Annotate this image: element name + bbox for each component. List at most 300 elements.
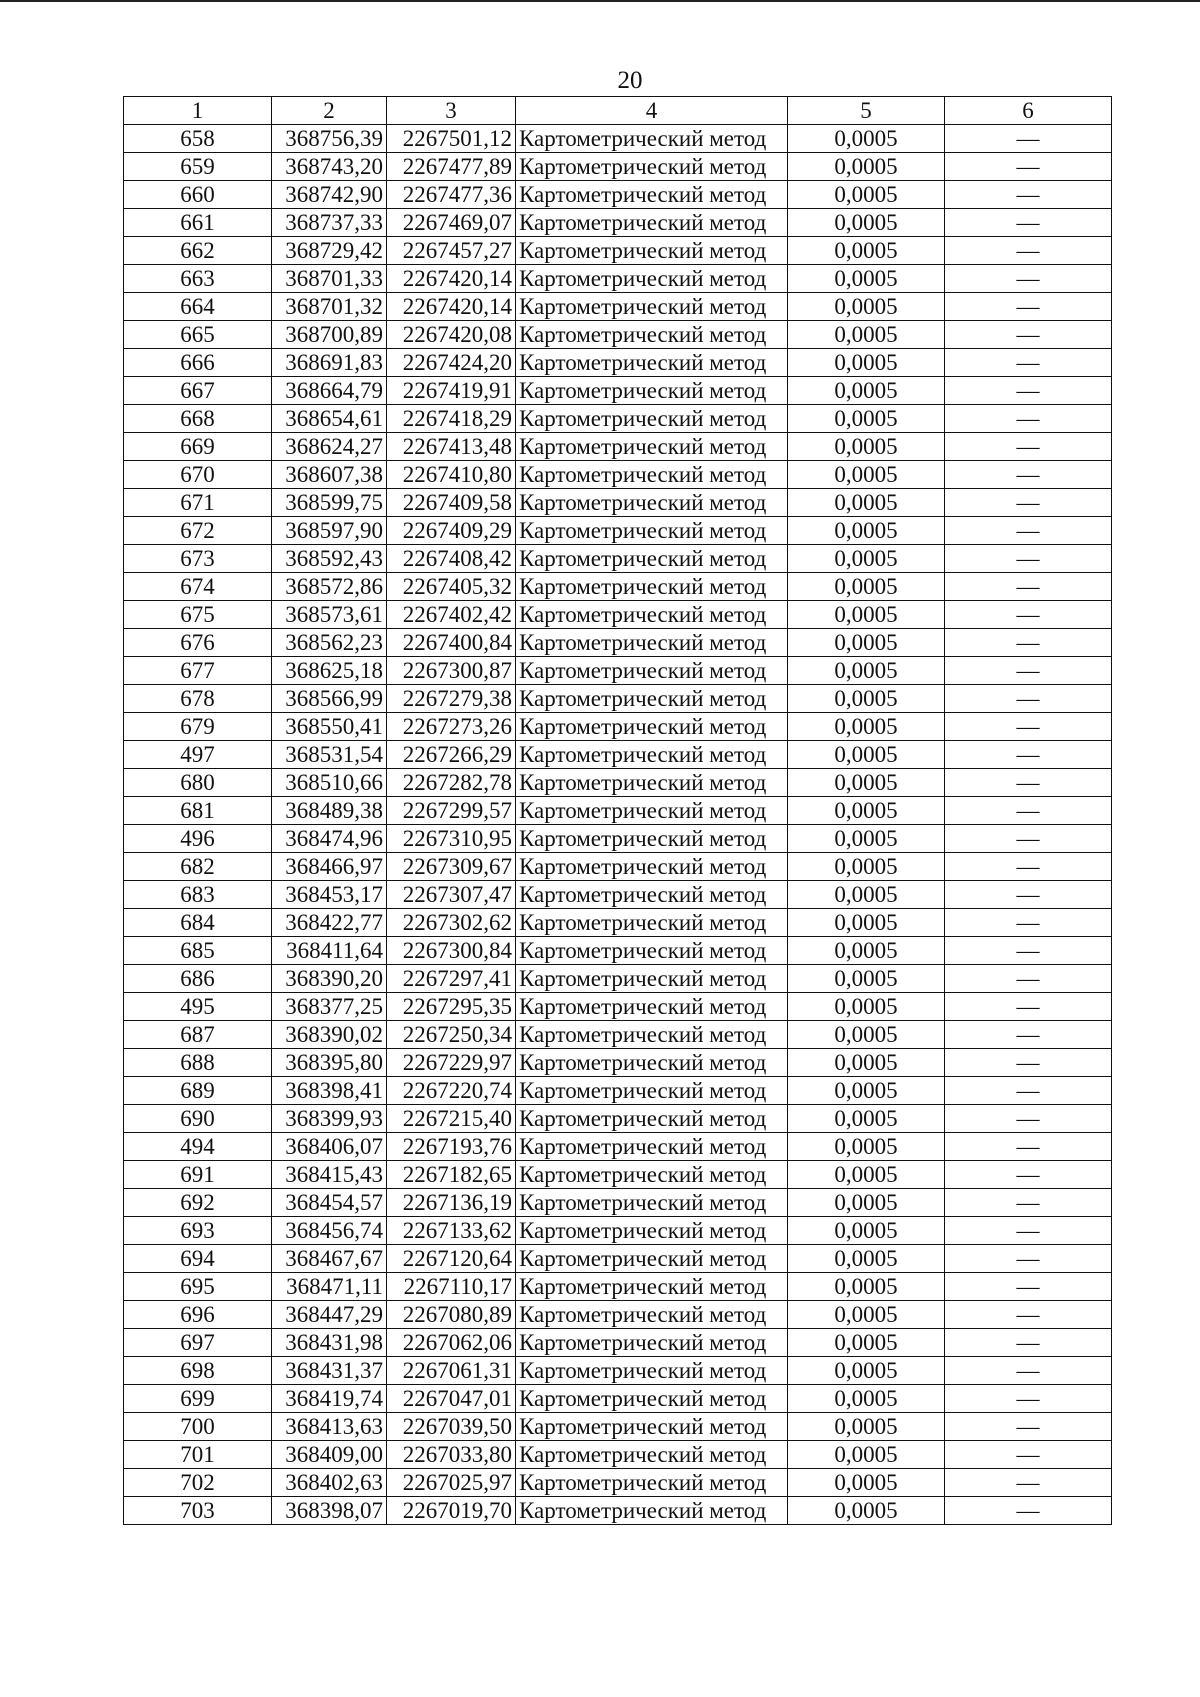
point-number-cell: 665 (124, 321, 272, 349)
accuracy-cell: 0,0005 (788, 797, 945, 825)
note-cell: — (945, 825, 1112, 853)
method-cell: Картометрический метод (516, 265, 788, 293)
method-cell: Картометрический метод (516, 1413, 788, 1441)
method-cell: Картометрический метод (516, 1273, 788, 1301)
note-cell: — (945, 1021, 1112, 1049)
y-coordinate-cell: 2267424,20 (387, 349, 516, 377)
accuracy-cell: 0,0005 (788, 461, 945, 489)
table-row (124, 881, 1112, 909)
x-coordinate-cell: 368390,20 (272, 965, 387, 993)
accuracy-cell: 0,0005 (788, 1133, 945, 1161)
table-body (124, 125, 1112, 1525)
x-coordinate-cell: 368454,57 (272, 1189, 387, 1217)
accuracy-cell: 0,0005 (788, 1049, 945, 1077)
x-coordinate-cell: 368691,83 (272, 349, 387, 377)
table-row (124, 853, 1112, 881)
accuracy-cell: 0,0005 (788, 1161, 945, 1189)
x-coordinate-cell: 368531,54 (272, 741, 387, 769)
accuracy-cell: 0,0005 (788, 265, 945, 293)
method-cell: Картометрический метод (516, 797, 788, 825)
method-cell: Картометрический метод (516, 545, 788, 573)
accuracy-cell: 0,0005 (788, 853, 945, 881)
y-coordinate-cell: 2267405,32 (387, 573, 516, 601)
x-coordinate-cell: 368456,74 (272, 1217, 387, 1245)
table-row (124, 321, 1112, 349)
note-cell: — (945, 1273, 1112, 1301)
table-row (124, 1021, 1112, 1049)
point-number-cell: 689 (124, 1077, 272, 1105)
accuracy-cell: 0,0005 (788, 545, 945, 573)
method-cell: Картометрический метод (516, 1357, 788, 1385)
method-cell: Картометрический метод (516, 1301, 788, 1329)
accuracy-cell: 0,0005 (788, 881, 945, 909)
method-cell: Картометрический метод (516, 293, 788, 321)
table-row (124, 1105, 1112, 1133)
table-row (124, 1217, 1112, 1245)
y-coordinate-cell: 2267302,62 (387, 909, 516, 937)
x-coordinate-cell: 368599,75 (272, 489, 387, 517)
y-coordinate-cell: 2267400,84 (387, 629, 516, 657)
y-coordinate-cell: 2267250,34 (387, 1021, 516, 1049)
method-cell: Картометрический метод (516, 629, 788, 657)
point-number-cell: 692 (124, 1189, 272, 1217)
y-coordinate-cell: 2267062,06 (387, 1329, 516, 1357)
x-coordinate-cell: 368398,41 (272, 1077, 387, 1105)
note-cell: — (945, 237, 1112, 265)
note-cell: — (945, 1245, 1112, 1273)
point-number-cell: 696 (124, 1301, 272, 1329)
y-coordinate-cell: 2267033,80 (387, 1441, 516, 1469)
x-coordinate-cell: 368447,29 (272, 1301, 387, 1329)
column-header: 5 (788, 97, 945, 125)
table-row (124, 1441, 1112, 1469)
table-row (124, 657, 1112, 685)
note-cell: — (945, 1357, 1112, 1385)
column-header: 2 (272, 97, 387, 125)
note-cell: — (945, 517, 1112, 545)
note-cell: — (945, 741, 1112, 769)
point-number-cell: 702 (124, 1469, 272, 1497)
table-row (124, 1273, 1112, 1301)
table-row (124, 825, 1112, 853)
y-coordinate-cell: 2267133,62 (387, 1217, 516, 1245)
table-row (124, 1049, 1112, 1077)
table-row (124, 601, 1112, 629)
accuracy-cell: 0,0005 (788, 209, 945, 237)
note-cell: — (945, 293, 1112, 321)
method-cell: Картометрический метод (516, 1245, 788, 1273)
point-number-cell: 678 (124, 685, 272, 713)
table-row (124, 433, 1112, 461)
accuracy-cell: 0,0005 (788, 713, 945, 741)
table-row (124, 769, 1112, 797)
table-row (124, 1497, 1112, 1525)
note-cell: — (945, 1413, 1112, 1441)
y-coordinate-cell: 2267025,97 (387, 1469, 516, 1497)
method-cell: Картометрический метод (516, 237, 788, 265)
table-row (124, 545, 1112, 573)
table-row (124, 209, 1112, 237)
point-number-cell: 494 (124, 1133, 272, 1161)
method-cell: Картометрический метод (516, 1469, 788, 1497)
accuracy-cell: 0,0005 (788, 1413, 945, 1441)
accuracy-cell: 0,0005 (788, 433, 945, 461)
x-coordinate-cell: 368406,07 (272, 1133, 387, 1161)
accuracy-cell: 0,0005 (788, 293, 945, 321)
accuracy-cell: 0,0005 (788, 685, 945, 713)
x-coordinate-cell: 368743,20 (272, 153, 387, 181)
table-row (124, 1161, 1112, 1189)
x-coordinate-cell: 368572,86 (272, 573, 387, 601)
method-cell: Картометрический метод (516, 1133, 788, 1161)
x-coordinate-cell: 368409,00 (272, 1441, 387, 1469)
method-cell: Картометрический метод (516, 853, 788, 881)
accuracy-cell: 0,0005 (788, 769, 945, 797)
method-cell: Картометрический метод (516, 657, 788, 685)
coordinates-table (123, 96, 1112, 1525)
accuracy-cell: 0,0005 (788, 1273, 945, 1301)
x-coordinate-cell: 368402,63 (272, 1469, 387, 1497)
y-coordinate-cell: 2267019,70 (387, 1497, 516, 1525)
note-cell: — (945, 965, 1112, 993)
accuracy-cell: 0,0005 (788, 1077, 945, 1105)
point-number-cell: 700 (124, 1413, 272, 1441)
method-cell: Картометрический метод (516, 1385, 788, 1413)
y-coordinate-cell: 2267419,91 (387, 377, 516, 405)
point-number-cell: 686 (124, 965, 272, 993)
table-row (124, 293, 1112, 321)
table-row (124, 965, 1112, 993)
note-cell: — (945, 1105, 1112, 1133)
y-coordinate-cell: 2267469,07 (387, 209, 516, 237)
y-coordinate-cell: 2267418,29 (387, 405, 516, 433)
table-row (124, 713, 1112, 741)
note-cell: — (945, 209, 1112, 237)
column-header: 6 (945, 97, 1112, 125)
point-number-cell: 695 (124, 1273, 272, 1301)
note-cell: — (945, 937, 1112, 965)
point-number-cell: 684 (124, 909, 272, 937)
note-cell: — (945, 433, 1112, 461)
point-number-cell: 690 (124, 1105, 272, 1133)
accuracy-cell: 0,0005 (788, 153, 945, 181)
y-coordinate-cell: 2267136,19 (387, 1189, 516, 1217)
method-cell: Картометрический метод (516, 1497, 788, 1525)
column-header: 1 (124, 97, 272, 125)
accuracy-cell: 0,0005 (788, 1217, 945, 1245)
x-coordinate-cell: 368395,80 (272, 1049, 387, 1077)
table-row (124, 1413, 1112, 1441)
x-coordinate-cell: 368415,43 (272, 1161, 387, 1189)
point-number-cell: 673 (124, 545, 272, 573)
method-cell: Картометрический метод (516, 881, 788, 909)
y-coordinate-cell: 2267410,80 (387, 461, 516, 489)
point-number-cell: 698 (124, 1357, 272, 1385)
point-number-cell: 669 (124, 433, 272, 461)
table-row (124, 1077, 1112, 1105)
method-cell: Картометрический метод (516, 181, 788, 209)
note-cell: — (945, 993, 1112, 1021)
x-coordinate-cell: 368411,64 (272, 937, 387, 965)
note-cell: — (945, 1301, 1112, 1329)
point-number-cell: 685 (124, 937, 272, 965)
point-number-cell: 672 (124, 517, 272, 545)
table-row (124, 461, 1112, 489)
point-number-cell: 679 (124, 713, 272, 741)
x-coordinate-cell: 368550,41 (272, 713, 387, 741)
note-cell: — (945, 629, 1112, 657)
point-number-cell: 668 (124, 405, 272, 433)
y-coordinate-cell: 2267282,78 (387, 769, 516, 797)
x-coordinate-cell: 368756,39 (272, 125, 387, 153)
table-row (124, 1245, 1112, 1273)
accuracy-cell: 0,0005 (788, 1385, 945, 1413)
x-coordinate-cell: 368474,96 (272, 825, 387, 853)
note-cell: — (945, 1133, 1112, 1161)
x-coordinate-cell: 368377,25 (272, 993, 387, 1021)
accuracy-cell: 0,0005 (788, 489, 945, 517)
method-cell: Картометрический метод (516, 1077, 788, 1105)
y-coordinate-cell: 2267110,17 (387, 1273, 516, 1301)
note-cell: — (945, 265, 1112, 293)
accuracy-cell: 0,0005 (788, 909, 945, 937)
x-coordinate-cell: 368592,43 (272, 545, 387, 573)
x-coordinate-cell: 368701,32 (272, 293, 387, 321)
method-cell: Картометрический метод (516, 965, 788, 993)
x-coordinate-cell: 368664,79 (272, 377, 387, 405)
point-number-cell: 660 (124, 181, 272, 209)
method-cell: Картометрический метод (516, 1189, 788, 1217)
y-coordinate-cell: 2267273,26 (387, 713, 516, 741)
x-coordinate-cell: 368471,11 (272, 1273, 387, 1301)
note-cell: — (945, 657, 1112, 685)
note-cell: — (945, 545, 1112, 573)
point-number-cell: 664 (124, 293, 272, 321)
accuracy-cell: 0,0005 (788, 1245, 945, 1273)
y-coordinate-cell: 2267477,36 (387, 181, 516, 209)
y-coordinate-cell: 2267307,47 (387, 881, 516, 909)
y-coordinate-cell: 2267120,64 (387, 1245, 516, 1273)
y-coordinate-cell: 2267420,14 (387, 265, 516, 293)
x-coordinate-cell: 368701,33 (272, 265, 387, 293)
accuracy-cell: 0,0005 (788, 517, 945, 545)
x-coordinate-cell: 368729,42 (272, 237, 387, 265)
note-cell: — (945, 349, 1112, 377)
x-coordinate-cell: 368625,18 (272, 657, 387, 685)
x-coordinate-cell: 368419,74 (272, 1385, 387, 1413)
y-coordinate-cell: 2267047,01 (387, 1385, 516, 1413)
x-coordinate-cell: 368700,89 (272, 321, 387, 349)
method-cell: Картометрический метод (516, 1049, 788, 1077)
point-number-cell: 662 (124, 237, 272, 265)
y-coordinate-cell: 2267420,14 (387, 293, 516, 321)
point-number-cell: 497 (124, 741, 272, 769)
method-cell: Картометрический метод (516, 937, 788, 965)
accuracy-cell: 0,0005 (788, 825, 945, 853)
note-cell: — (945, 573, 1112, 601)
point-number-cell: 661 (124, 209, 272, 237)
table-row (124, 797, 1112, 825)
note-cell: — (945, 489, 1112, 517)
method-cell: Картометрический метод (516, 349, 788, 377)
point-number-cell: 667 (124, 377, 272, 405)
table-row (124, 517, 1112, 545)
y-coordinate-cell: 2267413,48 (387, 433, 516, 461)
x-coordinate-cell: 368489,38 (272, 797, 387, 825)
y-coordinate-cell: 2267295,35 (387, 993, 516, 1021)
note-cell: — (945, 125, 1112, 153)
method-cell: Картометрический метод (516, 489, 788, 517)
x-coordinate-cell: 368562,23 (272, 629, 387, 657)
y-coordinate-cell: 2267080,89 (387, 1301, 516, 1329)
point-number-cell: 691 (124, 1161, 272, 1189)
method-cell: Картометрический метод (516, 153, 788, 181)
accuracy-cell: 0,0005 (788, 1105, 945, 1133)
method-cell: Картометрический метод (516, 405, 788, 433)
point-number-cell: 701 (124, 1441, 272, 1469)
accuracy-cell: 0,0005 (788, 321, 945, 349)
table-row (124, 1133, 1112, 1161)
x-coordinate-cell: 368607,38 (272, 461, 387, 489)
accuracy-cell: 0,0005 (788, 1301, 945, 1329)
note-cell: — (945, 1497, 1112, 1525)
note-cell: — (945, 685, 1112, 713)
accuracy-cell: 0,0005 (788, 377, 945, 405)
method-cell: Картометрический метод (516, 321, 788, 349)
y-coordinate-cell: 2267297,41 (387, 965, 516, 993)
table-row (124, 181, 1112, 209)
y-coordinate-cell: 2267279,38 (387, 685, 516, 713)
note-cell: — (945, 153, 1112, 181)
accuracy-cell: 0,0005 (788, 405, 945, 433)
y-coordinate-cell: 2267408,42 (387, 545, 516, 573)
point-number-cell: 688 (124, 1049, 272, 1077)
y-coordinate-cell: 2267409,29 (387, 517, 516, 545)
point-number-cell: 699 (124, 1385, 272, 1413)
y-coordinate-cell: 2267193,76 (387, 1133, 516, 1161)
point-number-cell: 675 (124, 601, 272, 629)
table-row (124, 993, 1112, 1021)
point-number-cell: 680 (124, 769, 272, 797)
accuracy-cell: 0,0005 (788, 573, 945, 601)
point-number-cell: 676 (124, 629, 272, 657)
page-number: 20 (617, 67, 643, 94)
note-cell: — (945, 1049, 1112, 1077)
table-row (124, 1385, 1112, 1413)
point-number-cell: 703 (124, 1497, 272, 1525)
accuracy-cell: 0,0005 (788, 1441, 945, 1469)
note-cell: — (945, 1077, 1112, 1105)
note-cell: — (945, 321, 1112, 349)
point-number-cell: 682 (124, 853, 272, 881)
table-row (124, 125, 1112, 153)
accuracy-cell: 0,0005 (788, 181, 945, 209)
x-coordinate-cell: 368467,67 (272, 1245, 387, 1273)
table-row (124, 1329, 1112, 1357)
method-cell: Картометрический метод (516, 825, 788, 853)
x-coordinate-cell: 368597,90 (272, 517, 387, 545)
accuracy-cell: 0,0005 (788, 937, 945, 965)
note-cell: — (945, 405, 1112, 433)
note-cell: — (945, 1329, 1112, 1357)
y-coordinate-cell: 2267501,12 (387, 125, 516, 153)
point-number-cell: 674 (124, 573, 272, 601)
top-rule (0, 0, 1200, 2)
x-coordinate-cell: 368566,99 (272, 685, 387, 713)
y-coordinate-cell: 2267420,08 (387, 321, 516, 349)
table-row (124, 265, 1112, 293)
note-cell: — (945, 1441, 1112, 1469)
note-cell: — (945, 1469, 1112, 1497)
accuracy-cell: 0,0005 (788, 741, 945, 769)
y-coordinate-cell: 2267309,67 (387, 853, 516, 881)
accuracy-cell: 0,0005 (788, 1189, 945, 1217)
point-number-cell: 697 (124, 1329, 272, 1357)
note-cell: — (945, 797, 1112, 825)
x-coordinate-cell: 368742,90 (272, 181, 387, 209)
method-cell: Картометрический метод (516, 1441, 788, 1469)
note-cell: — (945, 881, 1112, 909)
accuracy-cell: 0,0005 (788, 657, 945, 685)
table-row (124, 377, 1112, 405)
accuracy-cell: 0,0005 (788, 993, 945, 1021)
y-coordinate-cell: 2267300,84 (387, 937, 516, 965)
table-row (124, 573, 1112, 601)
y-coordinate-cell: 2267477,89 (387, 153, 516, 181)
y-coordinate-cell: 2267061,31 (387, 1357, 516, 1385)
note-cell: — (945, 909, 1112, 937)
y-coordinate-cell: 2267310,95 (387, 825, 516, 853)
table-row (124, 1301, 1112, 1329)
y-coordinate-cell: 2267039,50 (387, 1413, 516, 1441)
y-coordinate-cell: 2267457,27 (387, 237, 516, 265)
x-coordinate-cell: 368399,93 (272, 1105, 387, 1133)
point-number-cell: 677 (124, 657, 272, 685)
method-cell: Картометрический метод (516, 1329, 788, 1357)
x-coordinate-cell: 368654,61 (272, 405, 387, 433)
method-cell: Картометрический метод (516, 769, 788, 797)
point-number-cell: 681 (124, 797, 272, 825)
accuracy-cell: 0,0005 (788, 1497, 945, 1525)
x-coordinate-cell: 368510,66 (272, 769, 387, 797)
method-cell: Картометрический метод (516, 573, 788, 601)
x-coordinate-cell: 368431,98 (272, 1329, 387, 1357)
y-coordinate-cell: 2267409,58 (387, 489, 516, 517)
note-cell: — (945, 713, 1112, 741)
table-row (124, 1189, 1112, 1217)
y-coordinate-cell: 2267215,40 (387, 1105, 516, 1133)
accuracy-cell: 0,0005 (788, 237, 945, 265)
accuracy-cell: 0,0005 (788, 1357, 945, 1385)
method-cell: Картометрический метод (516, 377, 788, 405)
x-coordinate-cell: 368431,37 (272, 1357, 387, 1385)
table-row (124, 685, 1112, 713)
point-number-cell: 671 (124, 489, 272, 517)
accuracy-cell: 0,0005 (788, 349, 945, 377)
table-header-row (124, 97, 1112, 125)
x-coordinate-cell: 368573,61 (272, 601, 387, 629)
method-cell: Картометрический метод (516, 685, 788, 713)
method-cell: Картометрический метод (516, 1217, 788, 1245)
note-cell: — (945, 1385, 1112, 1413)
method-cell: Картометрический метод (516, 1021, 788, 1049)
column-header: 4 (516, 97, 788, 125)
point-number-cell: 658 (124, 125, 272, 153)
table-row (124, 405, 1112, 433)
x-coordinate-cell: 368453,17 (272, 881, 387, 909)
point-number-cell: 670 (124, 461, 272, 489)
accuracy-cell: 0,0005 (788, 125, 945, 153)
